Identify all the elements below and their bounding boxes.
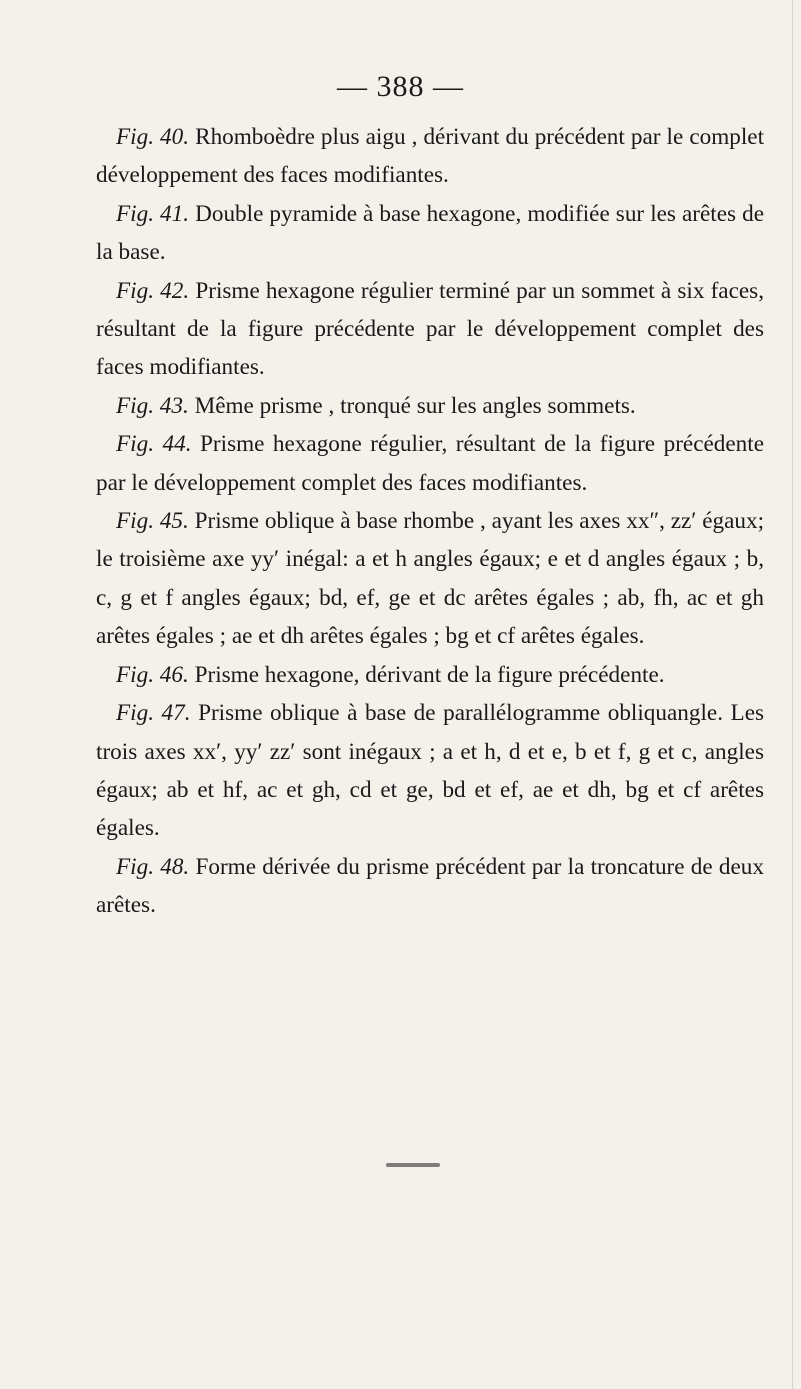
caption-fig-45	[96, 502, 764, 656]
fig-label: Fig. 45.	[116, 508, 189, 535]
caption-text: Forme dérivée du prisme précédent par la troncature de deux arêtes.	[96, 853, 764, 919]
caption-text: Même prisme , tronqué sur les angles sommets.	[188, 392, 636, 419]
caption-text: Prisme oblique à base de parallélogramme obliquangle. Les trois axes xx′, yy′ zz′ sont inégaux ; a et h, d et e, b et f, g et c, angles égaux; ab et hf, ac et gh, cd et ge, bd et ef, ae et dh, bg et cf arêtes égales.	[96, 700, 765, 842]
caption-text: Double pyramide à base hexagone, modifiée sur les arêtes de la base.	[96, 200, 765, 266]
caption-text: Prisme hexagone régulier, résultant de la figure précédente par le développement complet des faces modifiantes.	[96, 431, 765, 496]
caption-text: Prisme hexagone régulier terminé par un sommet à six faces, résultant de la figure précédente par le développement complet des faces modifiantes.	[96, 277, 764, 381]
caption-fig-44	[96, 425, 764, 502]
caption-text: Prisme hexagone, dérivant de la figure précédente.	[188, 661, 665, 688]
caption-fig-40	[96, 118, 764, 195]
caption-fig-47	[96, 694, 764, 848]
caption-text: Prisme oblique à base rhombe , ayant les axes xx″, zz′ égaux; le troisième axe yy′ inégal: a et h angles égaux; e et d angles égaux ; b, c, g et f angles égaux; bd, ef, ge et dc arêtes égales ; ab, fh, ac et gh arêtes égales ; ae et dh arêtes égales ; bg et cf arêtes égales.	[96, 508, 765, 650]
section-end-ornament	[386, 1163, 440, 1167]
fig-label: Fig. 46.	[116, 661, 189, 688]
caption-fig-46	[96, 656, 764, 694]
fig-label: Fig. 44.	[116, 431, 192, 458]
page-edge	[792, 0, 793, 1389]
fig-label: Fig. 48.	[116, 853, 190, 880]
fig-label: Fig. 40.	[116, 124, 190, 150]
figure-captions	[96, 118, 764, 925]
caption-fig-42	[96, 272, 764, 387]
fig-label: Fig. 41.	[116, 200, 190, 227]
caption-fig-48	[96, 848, 764, 925]
fig-label: Fig. 42.	[116, 277, 190, 304]
fig-label: Fig. 43.	[116, 392, 189, 419]
caption-fig-41	[96, 195, 764, 272]
caption-text: Rhomboèdre plus aigu , dérivant du précédent par le complet développement des faces modifiantes.	[96, 124, 765, 189]
fig-label: Fig. 47.	[116, 700, 191, 727]
page-number: — 388 —	[337, 70, 464, 103]
caption-fig-43	[96, 387, 764, 425]
